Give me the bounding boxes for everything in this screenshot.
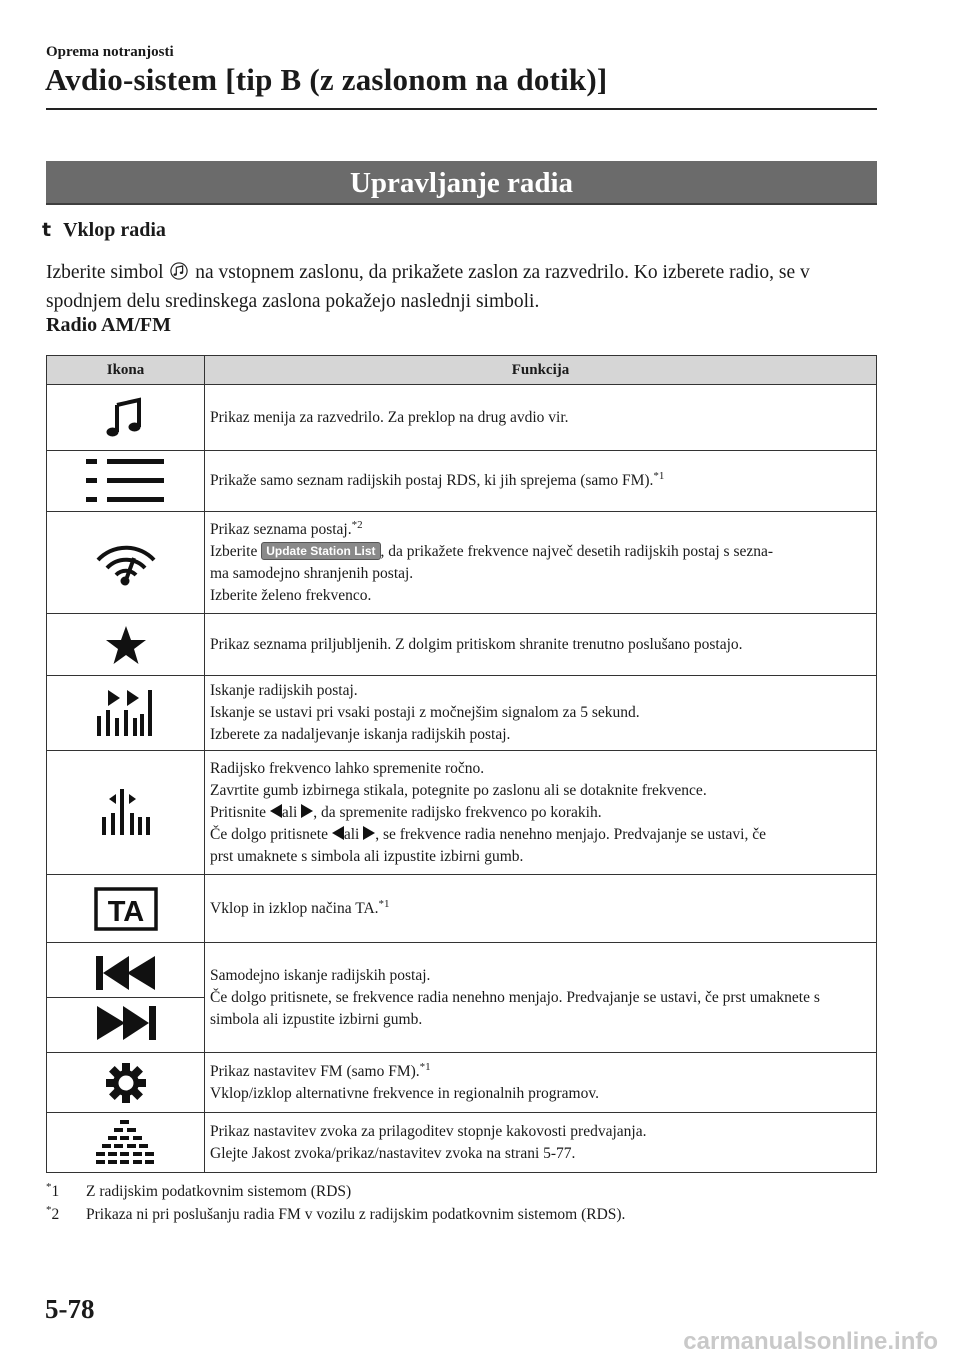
function-text: Prikaz seznama priljubljenih. Z dolgim pritiskom shranite trenutno poslušano postajo.	[210, 635, 743, 653]
footnote-ref: *2	[351, 518, 363, 531]
function-line: Iskanje se ustavi pri vsaki postaji z močnejšim signalom za 5 sekund.	[210, 704, 640, 721]
radio-heading: Radio AM/FM	[46, 314, 171, 336]
intro-text-end: na vstopnem zaslonu, da prikažete zaslon za razvedrilo. Ko izberete radio, se v spodnjem delu sredinskega zaslona pokažejo naslednji simboli.	[46, 262, 810, 312]
tune-icon	[101, 789, 151, 837]
col-icon-header: Ikona	[47, 356, 205, 385]
table-row	[47, 1113, 877, 1173]
skip-back-icon	[94, 954, 158, 992]
function-line: Zavrtite gumb izbirnega stikala, potegnite po zaslonu ali se dotaknite frekvence.	[210, 781, 707, 799]
subheading	[42, 219, 166, 242]
function-line: Glejte Jakost zvoka/prikaz/nastavitev zvoka na strani 5-77.	[210, 1144, 576, 1162]
table-row	[47, 385, 877, 451]
section-banner: Upravljanje radia	[46, 161, 877, 205]
subheading-bullet: t	[42, 219, 52, 241]
table-row	[47, 751, 877, 875]
table-row	[47, 614, 877, 676]
function-line: Samodejno iskanje radijskih postaj.	[210, 966, 431, 984]
ta-icon	[94, 887, 158, 931]
function-line: Izberete za nadaljevanje iskanja radijskih postaj.	[210, 726, 511, 743]
section-label: Oprema notranjosti	[46, 44, 174, 60]
triangle-left-icon	[270, 804, 282, 818]
icon-function-table	[46, 355, 877, 1173]
footnote: *2 Prikaza ni pri poslušanju radia FM v vozilu z radijskim podatkovnim sistemom (RDS).	[46, 1203, 626, 1223]
triangle-right-icon	[301, 804, 313, 818]
footnote-text: Prikaza ni pri poslušanju radia FM v vozilu z radijskim podatkovnim sistemom (RDS).	[86, 1206, 626, 1223]
function-line: Pritisnite ali , da spremenite radijsko frekvenco po korakih.	[210, 803, 602, 821]
table-row	[47, 1053, 877, 1113]
scan-icon	[96, 688, 156, 738]
function-line: Izberite želeno frekvenco.	[210, 586, 372, 604]
function-line: Prikaz seznama postaj.$^{*2}$	[210, 518, 363, 538]
music-note-icon	[170, 262, 188, 280]
function-line: Iskanje radijskih postaj.	[210, 682, 358, 699]
footnote-text: Z radijskim podatkovnim sistemom (RDS)	[86, 1183, 352, 1200]
function-line: Če dolgo pritisnete, se frekvence radia nenehno menjajo. Predvajanje se ustavi, če prst umaknete s simbola ali izpustite izbirni gumb.	[210, 988, 820, 1028]
footnote-ref: *1	[378, 897, 390, 910]
triangle-left-icon	[332, 826, 344, 840]
function-line: Prikaz nastavitev FM (samo FM).$^{*1}$	[210, 1060, 431, 1080]
table-row	[47, 512, 877, 614]
function-line: Vklop/izklop alternativne frekvence in regionalnih programov.	[210, 1084, 599, 1102]
equalizer-icon	[95, 1118, 157, 1168]
function-line: prst umaknete s simbola ali izpustite izbirni gumb.	[210, 847, 524, 865]
function-line: Prikaz nastavitev zvoka za prilagoditev stopnje kakovosti predvajanja.	[210, 1122, 647, 1140]
update-station-list-button: Update Station List	[261, 542, 380, 560]
function-line: Radijsko frekvenco lahko spremenite ročno.	[210, 759, 485, 777]
table-row	[47, 451, 877, 512]
subheading-text: Vklop radia	[63, 219, 166, 241]
title-rule	[46, 108, 877, 110]
table-row	[47, 676, 877, 751]
gear-icon	[105, 1062, 147, 1104]
intro-text-start: Izberite simbol	[46, 262, 164, 283]
table-row	[47, 943, 877, 1053]
svg-text:TA: TA	[107, 895, 144, 928]
table-row	[47, 875, 877, 943]
page-title: Avdio-sistem [tip B (z zaslonom na dotik)]	[45, 62, 608, 97]
footnote-ref: *1	[419, 1060, 431, 1073]
footnote: *1 Z radijskim podatkovnim sistemom (RDS)	[46, 1180, 352, 1200]
function-text: Vklop in izklop načina TA.	[210, 899, 379, 917]
antenna-icon	[94, 540, 158, 586]
watermark: carmanualsonline.info	[683, 1328, 938, 1355]
page-number: 5-78	[45, 1294, 95, 1324]
music-note-icon	[104, 397, 148, 439]
intro-paragraph	[46, 258, 886, 316]
star-icon	[105, 625, 147, 665]
skip-forward-icon	[94, 1004, 158, 1042]
col-function-header: Funkcija	[205, 356, 877, 385]
function-line: Izberite Update Station List , da prikažete frekvence največ desetih radijskih postaj s sezna-	[210, 542, 774, 560]
function-line: ma samodejno shranjenih postaj.	[210, 564, 414, 582]
list-icon	[86, 458, 166, 504]
function-text: Prikaže samo seznam radijskih postaj RDS, ki jih sprejema (samo FM).	[210, 472, 654, 489]
function-line: Če dolgo pritisnete ali , se frekvence radia nenehno menjajo. Predvajanje se ustavi, če	[210, 825, 766, 843]
table-header-row	[47, 356, 877, 385]
function-text: Prikaz menija za razvedrilo. Za preklop na drug avdio vir.	[210, 408, 569, 426]
footnote-ref: *1	[653, 469, 665, 482]
triangle-right-icon	[363, 826, 375, 840]
